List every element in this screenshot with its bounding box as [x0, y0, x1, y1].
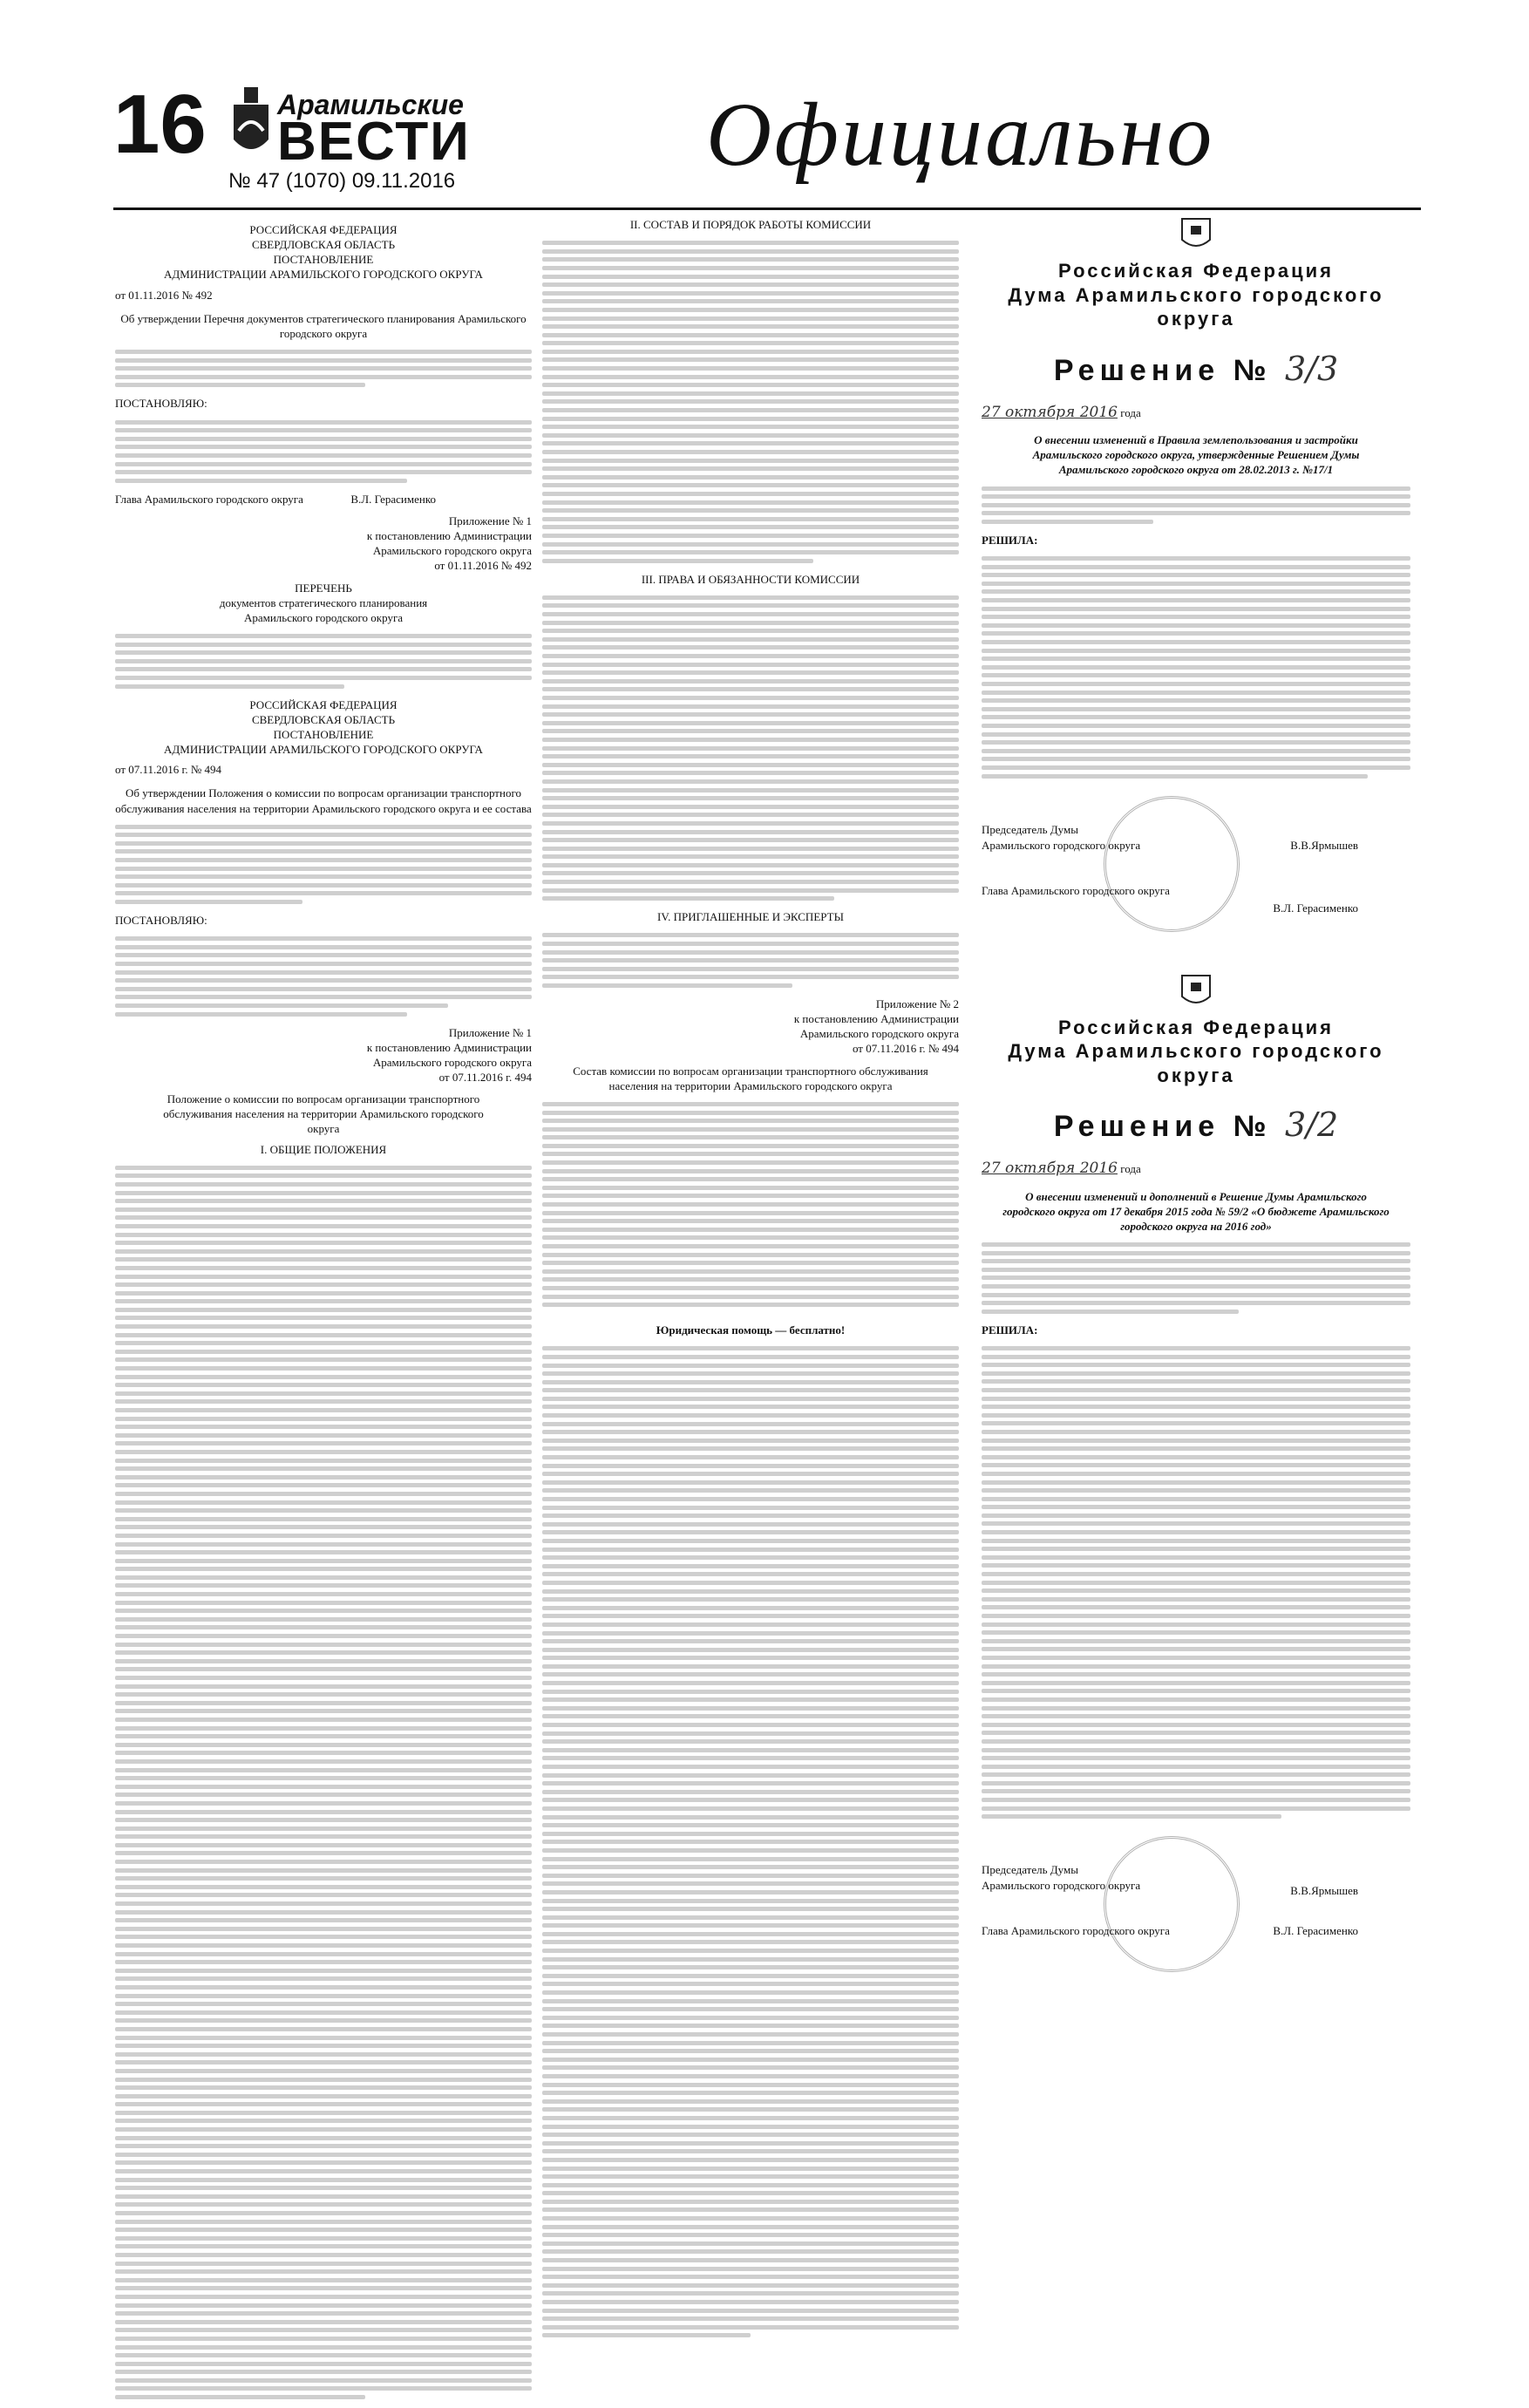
sostav-title: Состав комиссии по вопросам организации транспортного обслуживания населения на территории Арамильского городского округа: [573, 1064, 928, 1092]
appendix-line: к постановлению Администрации: [366, 1040, 532, 1054]
decision-date: [982, 1159, 1410, 1178]
decision-subject: О внесении изменений в Правила землепользования и застройки Арамильского городского округа, утвержденные Решением Думы Арамильского городского округа от 28.02.2013 г. №17/1: [1032, 433, 1360, 477]
decision-label: Решение №: [1053, 353, 1272, 387]
city-coat-of-arms-icon: [228, 78, 274, 162]
signatory-title: Арамильского городского округа: [982, 1879, 1141, 1893]
handwritten-date: 27 октября 2016: [982, 403, 1118, 421]
page-number: 16: [113, 78, 207, 171]
doc2-title: Об утверждении Положения о комиссии по вопросам организации транспортного обслуживания населения на территории Арамильского городского округа и ее состава: [115, 786, 532, 815]
duma-country: Российская Федерация: [1058, 260, 1334, 282]
doc2-date: от 07.11.2016 г. № 494: [115, 763, 222, 777]
header-line: СВЕРДЛОВСКАЯ ОБЛАСТЬ: [251, 238, 396, 252]
signature-block-2: [982, 1827, 1410, 1993]
official-seal: [1104, 1836, 1240, 1972]
duma-header: [982, 259, 1410, 331]
appendix-line: от 01.11.2016 № 492: [434, 559, 532, 573]
signatory-name: В.Л. Герасименко: [350, 492, 436, 506]
signatory-title: Арамильского городского округа: [982, 838, 1141, 852]
official-seal: [1104, 796, 1240, 932]
reshila: РЕШИЛА:: [982, 1323, 1038, 1337]
date-suffix: года: [1120, 1162, 1141, 1176]
header-line: ПОСТАНОВЛЕНИЕ: [273, 727, 374, 741]
decision-label: Решение №: [1053, 1110, 1272, 1144]
postanovlyayu: ПОСТАНОВЛЯЮ:: [115, 914, 207, 928]
signatory-title: Глава Арамильского городского округа: [982, 883, 1170, 897]
appendix-line: Приложение № 1: [448, 1025, 532, 1039]
appendix-ref: [115, 514, 532, 574]
signatory-name: В.В.Ярмышев: [1290, 838, 1358, 852]
decision-number: 3/2: [1284, 1105, 1339, 1145]
column-right: [982, 214, 1410, 2002]
header-line: РОССИЙСКАЯ ФЕДЕРАЦИЯ: [249, 697, 398, 711]
signatory-title: Председатель Думы: [982, 1863, 1078, 1877]
appendix-line: к постановлению Администрации: [793, 1012, 959, 1026]
body-text: [542, 933, 959, 988]
doc1-title: Об утверждении Перечня документов стратегического планирования Арамильского городского округа: [120, 311, 527, 340]
body-text: [115, 825, 532, 904]
city-emblem-icon: [1179, 214, 1213, 254]
appendix-ref: [542, 997, 959, 1057]
signature-line: [115, 492, 532, 507]
body-text: [982, 1346, 1410, 1819]
body-text: [982, 1242, 1410, 1314]
signatory-title: Глава Арамильского городского округа: [115, 492, 303, 506]
appendix-line: Арамильского городского округа: [372, 1055, 532, 1069]
newspaper-name-main: ВЕСТИ: [277, 112, 471, 172]
decision-number: 3/3: [1284, 349, 1339, 388]
column-middle: [542, 214, 959, 2346]
appendix-line: Арамильского городского округа: [372, 544, 532, 558]
body-text: [542, 595, 959, 901]
body-text: [115, 420, 532, 483]
perechen-title: ПЕРЕЧЕНЬ: [295, 581, 352, 595]
body-text: [115, 1166, 532, 2399]
header-line: СВЕРДЛОВСКАЯ ОБЛАСТЬ: [251, 712, 396, 726]
decision-title: [982, 1103, 1410, 1146]
masthead: [0, 0, 1529, 205]
section-heading: III. ПРАВА И ОБЯЗАННОСТИ КОМИССИИ: [641, 572, 860, 586]
signatory-name: В.Л. Герасименко: [1273, 1924, 1358, 1938]
body-text: [542, 1346, 959, 2337]
handwritten-date: 27 октября 2016: [982, 1160, 1118, 1178]
signatory-name: В.Л. Герасименко: [1273, 901, 1358, 915]
signatory-title: Председатель Думы: [982, 822, 1078, 836]
signatory-title: Глава Арамильского городского округа: [982, 1924, 1170, 1938]
body-text: [115, 634, 532, 689]
header-line: ПОСТАНОВЛЕНИЕ: [273, 253, 374, 267]
appendix-line: Арамильского городского округа: [799, 1027, 959, 1041]
doc1-header: [115, 222, 532, 282]
doc2-header: [115, 697, 532, 758]
legal-help-title: Юридическая помощь — бесплатно!: [656, 1323, 846, 1337]
appendix-line: Приложение № 1: [448, 514, 532, 527]
appendix-line: Приложение № 2: [875, 997, 959, 1010]
body-text: [982, 556, 1410, 778]
duma-name: Дума Арамильского городского округа: [1008, 283, 1384, 330]
appendix-line: от 07.11.2016 г. 494: [438, 1071, 532, 1084]
section-heading: I. ОБЩИЕ ПОЛОЖЕНИЯ: [260, 1142, 387, 1156]
duma-country: Российская Федерация: [1058, 1016, 1334, 1038]
body-text: [982, 486, 1410, 524]
committee-table: [542, 1102, 959, 1307]
appendix-ref: [115, 1025, 532, 1085]
decision-date: [982, 403, 1410, 422]
masthead-rule: [113, 207, 1421, 210]
section-heading: II. СОСТАВ И ПОРЯДОК РАБОТЫ КОМИССИИ: [629, 218, 872, 231]
doc1-date: от 01.11.2016 № 492: [115, 288, 213, 302]
body-text: [542, 241, 959, 563]
newspaper-name: [277, 89, 471, 172]
section-heading: IV. ПРИГЛАШЕННЫЕ И ЭКСПЕРТЫ: [657, 910, 844, 924]
duma-header: [982, 1016, 1410, 1088]
duma-name: Дума Арамильского городского округа: [1008, 1040, 1384, 1086]
signatory-name: В.В.Ярмышев: [1290, 1884, 1358, 1898]
column-left: [115, 214, 532, 2408]
header-line: АДМИНИСТРАЦИИ АРАМИЛЬСКОГО ГОРОДСКОГО ОКРУГА: [164, 743, 483, 757]
signature-block-1: [982, 787, 1410, 953]
body-text: [115, 936, 532, 1016]
reshila: РЕШИЛА:: [982, 533, 1038, 547]
decision-subject: О внесении изменений и дополнений в Решение Думы Арамильского городского округа от 17 декабря 2015 года № 59/2 «О бюджете Арамильского городского округа на 2016 год»: [1002, 1189, 1390, 1233]
newspaper-name-top: Арамильские: [277, 89, 464, 120]
header-line: РОССИЙСКАЯ ФЕДЕРАЦИЯ: [249, 223, 398, 236]
postanovlyayu: ПОСТАНОВЛЯЮ:: [115, 397, 207, 411]
issue-number: № 47 (1070) 09.11.2016: [228, 169, 456, 193]
city-emblem-icon: [1179, 970, 1213, 1010]
header-line: АДМИНИСТРАЦИИ АРАМИЛЬСКОГО ГОРОДСКОГО ОКРУГА: [164, 268, 483, 282]
appendix-line: к постановлению Администрации: [366, 529, 532, 543]
date-suffix: года: [1120, 405, 1141, 419]
section-title: Официально: [706, 85, 1215, 185]
decision-title: [982, 347, 1410, 391]
appendix-line: от 07.11.2016 г. № 494: [852, 1042, 959, 1056]
polozhenie-title: Положение о комиссии по вопросам организации транспортного обслуживания населения на территории Арамильского городского округа: [163, 1092, 484, 1136]
body-text: [115, 350, 532, 387]
perechen-subtitle: документов стратегического планирования Арамильского городского округа: [219, 595, 428, 624]
